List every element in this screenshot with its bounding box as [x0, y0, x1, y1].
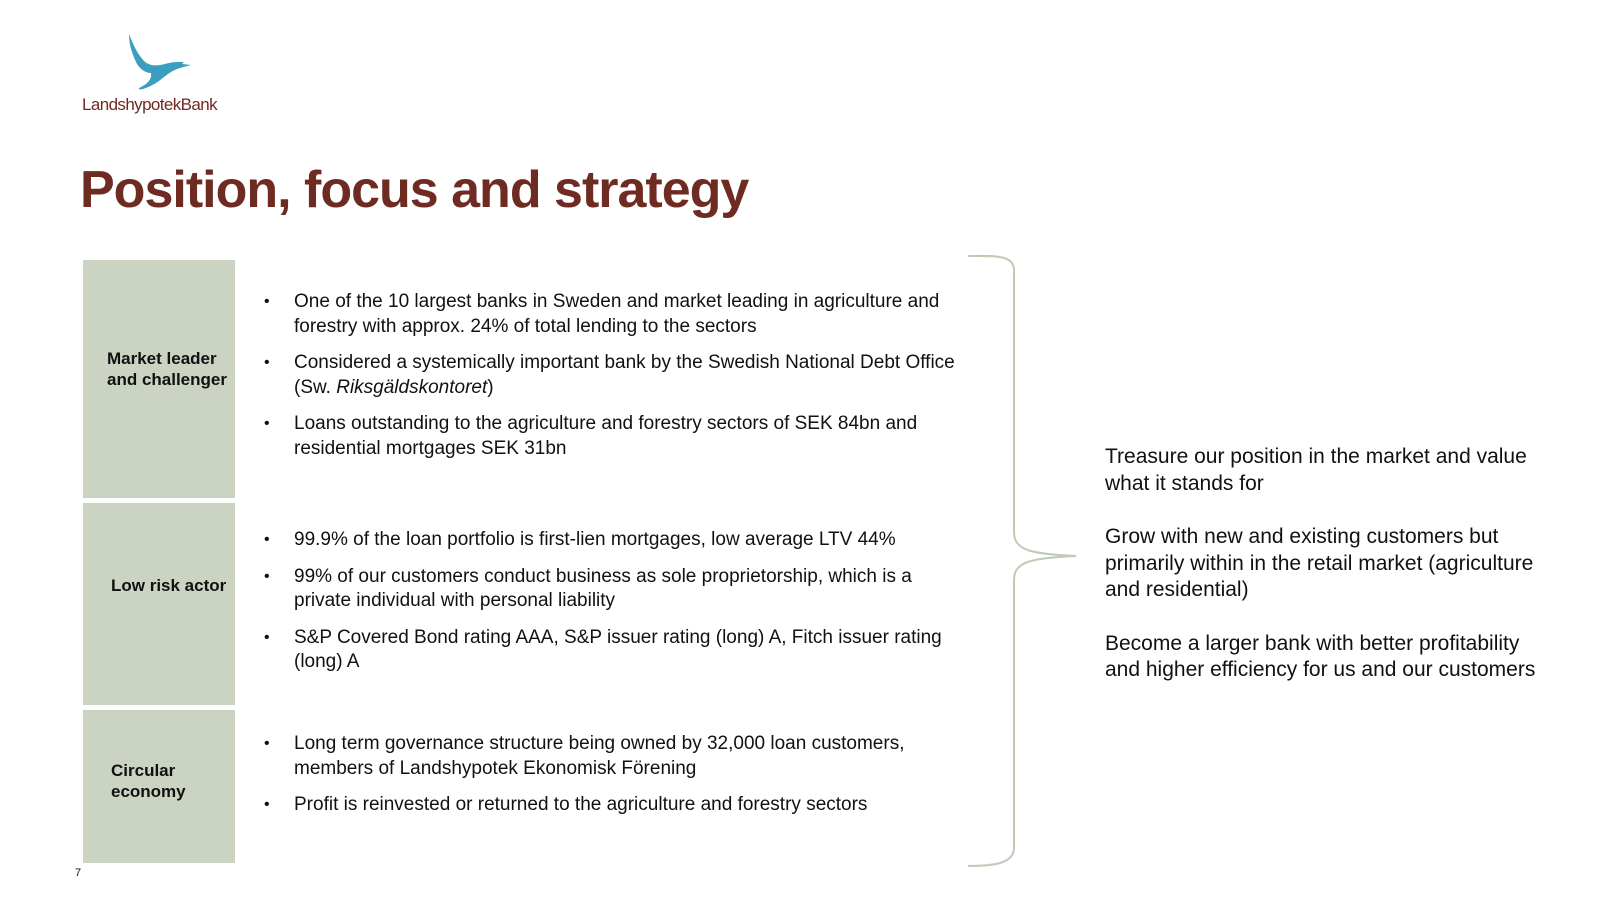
bullet-item: • Profit is reinvested or returned to the agriculture and forestry sectors	[262, 793, 962, 818]
brand-name: LandshypotekBank	[82, 95, 218, 114]
bullet-list-circular-economy	[262, 732, 962, 830]
section-label-box-low-risk	[83, 503, 235, 705]
strategy-item: Grow with new and existing customers but primarily within in the retail market (agriculture and residential)	[1105, 525, 1534, 601]
section-label-box-market-leader	[83, 260, 235, 498]
section-label-box-circular-economy	[83, 710, 235, 863]
bullet-item: • Loans outstanding to the agriculture and forestry sectors of SEK 84bn and residential mortgages SEK 31bn	[262, 412, 962, 461]
section-label: Circular economy	[111, 761, 186, 801]
bullet-list-market-leader	[262, 290, 962, 473]
bullet-emphasis: Riksgäldskontoret	[336, 376, 488, 398]
section-label: Low risk actor	[111, 576, 227, 595]
brand-logo	[82, 32, 242, 122]
bullet-item: • One of the 10 largest banks in Sweden and market leading in agriculture and forestry with approx. 24% of total lending to the sectors	[262, 290, 962, 339]
strategy-item: Treasure our position in the market and value what it stands for	[1105, 445, 1527, 495]
bullet-item: • 99.9% of the loan portfolio is first-lien mortgages, low average LTV 44%	[262, 528, 962, 553]
bullet-item: • Long term governance structure being owned by 32,000 loan customers, members of Landshypotek Ekonomisk Förening	[262, 732, 962, 781]
bullet-text: )	[487, 376, 494, 398]
section-label: Market leader and challenger	[107, 349, 227, 389]
bullet-item	[262, 351, 962, 400]
bird-icon	[124, 32, 194, 92]
strategy-item: Become a larger bank with better profitability and higher efficiency for us and our customers	[1105, 631, 1536, 681]
curly-bracket	[960, 252, 1080, 872]
bullet-list-low-risk	[262, 528, 962, 687]
slide-title: Position, focus and strategy	[80, 161, 749, 219]
bullet-item: • 99% of our customers conduct business as sole proprietorship, which is a private individual with personal liability	[262, 565, 962, 614]
bullet-item: • S&P Covered Bond rating AAA, S&P issuer rating (long) A, Fitch issuer rating (long) A	[262, 626, 962, 675]
bullet-text: Considered a systemically important bank by the Swedish National Debt Office (Sw.	[294, 352, 955, 398]
strategy-column	[1105, 444, 1545, 711]
page-number: 7	[75, 867, 82, 879]
